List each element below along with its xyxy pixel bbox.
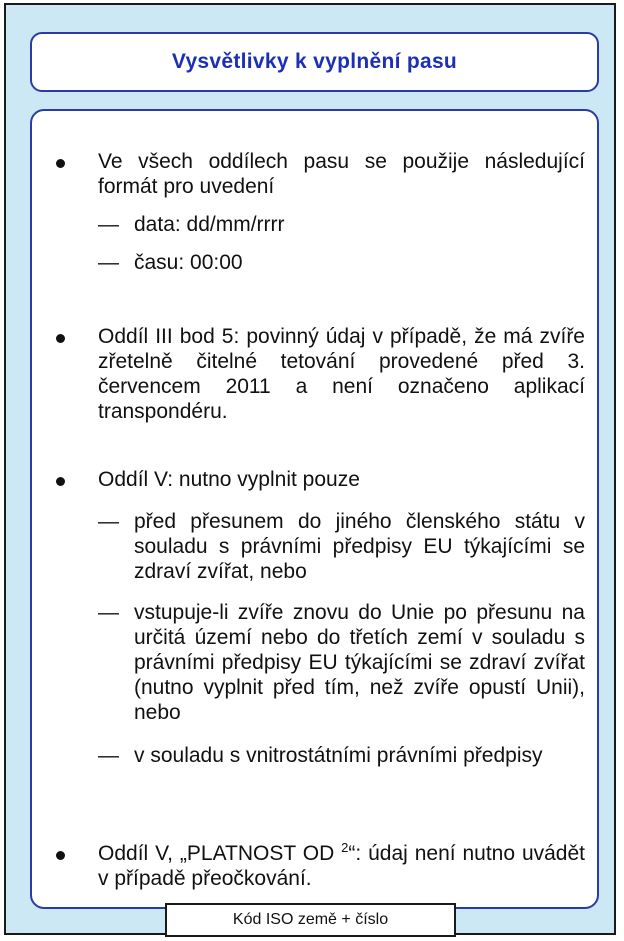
page-title: Vysvětlivky k vyplnění pasu — [171, 50, 458, 73]
bullet-dot-icon — [56, 477, 65, 486]
dash-text: data: dd/mm/rrrr — [134, 213, 285, 236]
dash-icon: — — [98, 744, 119, 767]
bullet-text: Oddíl V: nutno vyplnit pouze — [98, 468, 360, 491]
bullet-dot-icon — [56, 159, 65, 168]
bullet-dot-icon — [56, 334, 65, 343]
iso-code-field — [165, 903, 456, 937]
bullet-text: Oddíl III bod 5: povinný údaj v případě, že má zvíře zřetelně čitelné tetování provedené před 3. červencem 2011 a není označeno aplikací transpondéru. — [98, 325, 585, 423]
bullet-dot-icon — [56, 851, 65, 860]
dash-icon: — — [98, 601, 119, 624]
explanations-box — [30, 109, 599, 909]
title-box — [30, 32, 599, 92]
dash-text: před přesunem do jiného členského státu v souladu s právními předpisy EU týkajícími se zdraví zvířat, nebo — [134, 510, 585, 583]
dash-text: času: 00:00 — [134, 251, 243, 274]
dash-icon: — — [98, 213, 119, 236]
passport-page — [4, 3, 616, 935]
dash-text: v souladu s vnitrostátními právními předpisy — [134, 744, 543, 767]
bullet-text: Ve všech oddílech pasu se použije následující formát pro uvedení — [98, 150, 585, 198]
dash-icon: — — [98, 251, 119, 274]
bullet-text: Oddíl V, „PLATNOST OD $^2$“: údaj není nutno uvádět v případě přeočkování. — [98, 840, 585, 890]
dash-icon: — — [98, 510, 119, 533]
iso-code-label: Kód ISO země + číslo — [232, 911, 389, 928]
footnote-marker: 2 — [341, 840, 349, 855]
dash-text: vstupuje-li zvíře znovu do Unie po přesunu na určitá území nebo do třetích zemí v souladu s právními předpisy EU týkajícími se zdraví zvířat (nutno vyplnit před tím, než zvíře opustí Unii), nebo — [134, 601, 585, 724]
